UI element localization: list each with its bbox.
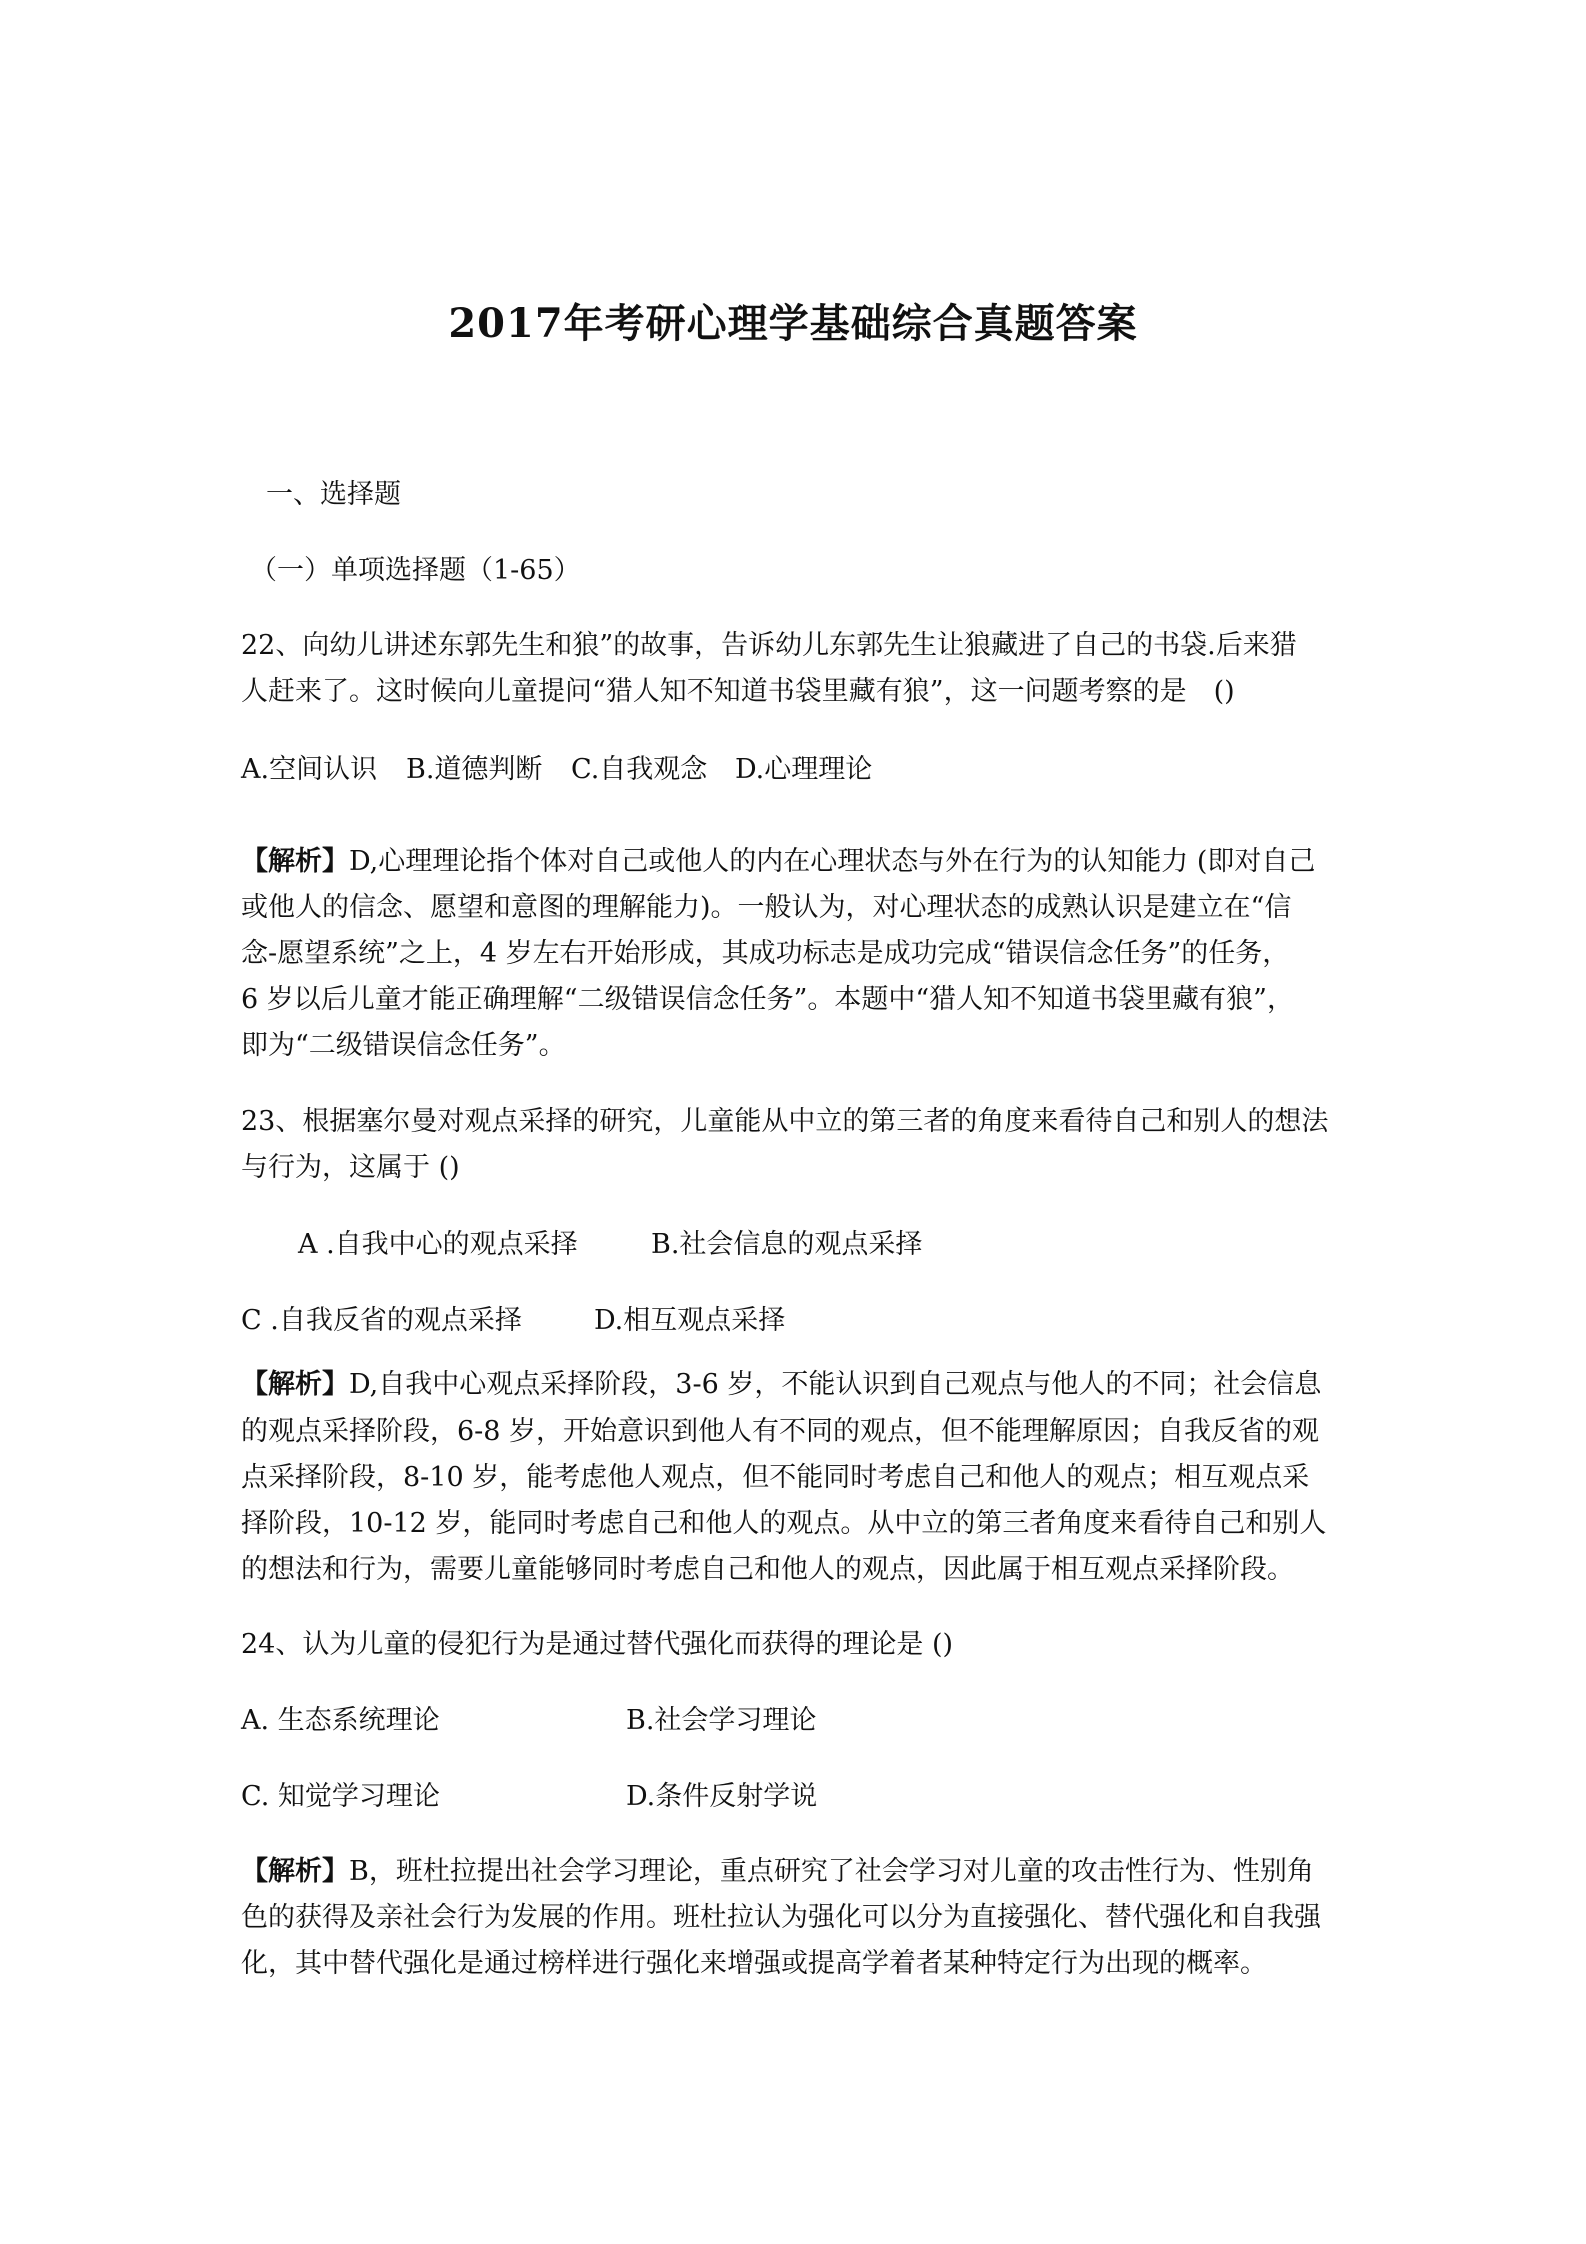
analysis-tag: 【解析】 bbox=[241, 1856, 349, 1887]
question-22-stem-line-2: 人赶来了。这时候向儿童提问“猎人知不知道书袋里藏有狼”，这一问题考察的是 () bbox=[241, 676, 1235, 707]
question-24-analysis-line-2: 色的获得及亲社会行为发展的作用。班杜拉认为强化可以分为直接强化、替代强化和自我强 bbox=[241, 1902, 1321, 1933]
question-23-stem-line-2: 与行为，这属于 () bbox=[241, 1152, 460, 1183]
question-23-analysis-line-3: 点采择阶段，8-10 岁，能考虑他人观点，但不能同时考虑自己和他人的观点；相互观点采 bbox=[241, 1462, 1310, 1493]
question-23-analysis-line-1 bbox=[241, 1366, 1356, 1404]
question-22-option-c: C.自我观念 bbox=[571, 754, 708, 785]
question-24-option-d: D.条件反射学说 bbox=[626, 1781, 818, 1812]
question-23-option-d: D.相互观点采择 bbox=[594, 1305, 786, 1336]
question-23-analysis-line-2: 的观点采择阶段，6-8 岁，开始意识到他人有不同的观点，但不能理解原因；自我反省的观 bbox=[241, 1416, 1320, 1447]
analysis-tag: 【解析】 bbox=[241, 1369, 349, 1400]
question-23-analysis-line-4: 择阶段，10-12 岁，能同时考虑自己和他人的观点。从中立的第三者角度来看待自己和别人 bbox=[241, 1508, 1327, 1539]
question-23-option-a: A .自我中心的观点采择 bbox=[298, 1229, 578, 1260]
question-22-option-a: A.空间认识 bbox=[241, 754, 378, 785]
question-24-analysis-line-3: 化，其中替代强化是通过榜样进行强化来增强或提高学着者某种特定行为出现的概率。 bbox=[241, 1948, 1267, 1979]
analysis-text: D,心理理论指个体对自己或他人的内在心理状态与外在行为的认知能力 (即对自己 bbox=[349, 846, 1316, 877]
question-22-option-d: D.心理理论 bbox=[735, 754, 873, 785]
document-title: 2017年考研心理学基础综合真题答案 bbox=[448, 300, 1138, 347]
question-23-stem-line-1: 23、根据塞尔曼对观点采择的研究，儿童能从中立的第三者的角度来看待自己和别人的想法 bbox=[241, 1106, 1329, 1137]
question-22-analysis-line-4: 6 岁以后儿童才能正确理解“二级错误信念任务”。本题中“猎人知不知道书袋里藏有狼”， bbox=[241, 984, 1294, 1015]
question-24-stem-line-1: 24、认为儿童的侵犯行为是通过替代强化而获得的理论是 () bbox=[241, 1629, 954, 1660]
question-24-option-b: B.社会学习理论 bbox=[626, 1705, 817, 1736]
question-22-analysis-line-5: 即为“二级错误信念任务”。 bbox=[241, 1030, 566, 1061]
question-22-analysis-line-3: 念-愿望系统”之上，4 岁左右开始形成，其成功标志是成功完成“错误信念任务”的任务， bbox=[241, 938, 1290, 969]
question-23-option-c: C .自我反省的观点采择 bbox=[241, 1305, 522, 1336]
question-22-stem-line-1: 22、向幼儿讲述东郭先生和狼”的故事，告诉幼儿东郭先生让狼藏进了自己的书袋.后来猎 bbox=[241, 630, 1297, 661]
analysis-text: D,自我中心观点采择阶段，3-6 岁，不能认识到自己观点与他人的不同；社会信息 bbox=[349, 1369, 1322, 1400]
subsection-heading: （一）单项选择题（1-65） bbox=[250, 555, 581, 586]
question-22-analysis-line-2: 或他人的信念、愿望和意图的理解能力)。一般认为，对心理状态的成熟认识是建立在“信 bbox=[241, 892, 1292, 923]
analysis-text: B，班杜拉提出社会学习理论，重点研究了社会学习对儿童的攻击性行为、性别角 bbox=[349, 1856, 1314, 1887]
question-23-option-b: B.社会信息的观点采择 bbox=[651, 1229, 923, 1260]
question-23-analysis-line-5: 的想法和行为，需要儿童能够同时考虑自己和他人的观点，因此属于相互观点采择阶段。 bbox=[241, 1554, 1294, 1585]
analysis-tag: 【解析】 bbox=[241, 846, 349, 877]
question-24-option-c: C. 知觉学习理论 bbox=[241, 1781, 440, 1812]
question-22-option-b: B.道德判断 bbox=[406, 754, 543, 785]
question-24-analysis-line-1 bbox=[241, 1853, 1356, 1891]
question-24-option-a: A. 生态系统理论 bbox=[241, 1705, 440, 1736]
section-heading: 一、选择题 bbox=[266, 479, 401, 510]
question-22-analysis-line-1 bbox=[241, 843, 1356, 881]
